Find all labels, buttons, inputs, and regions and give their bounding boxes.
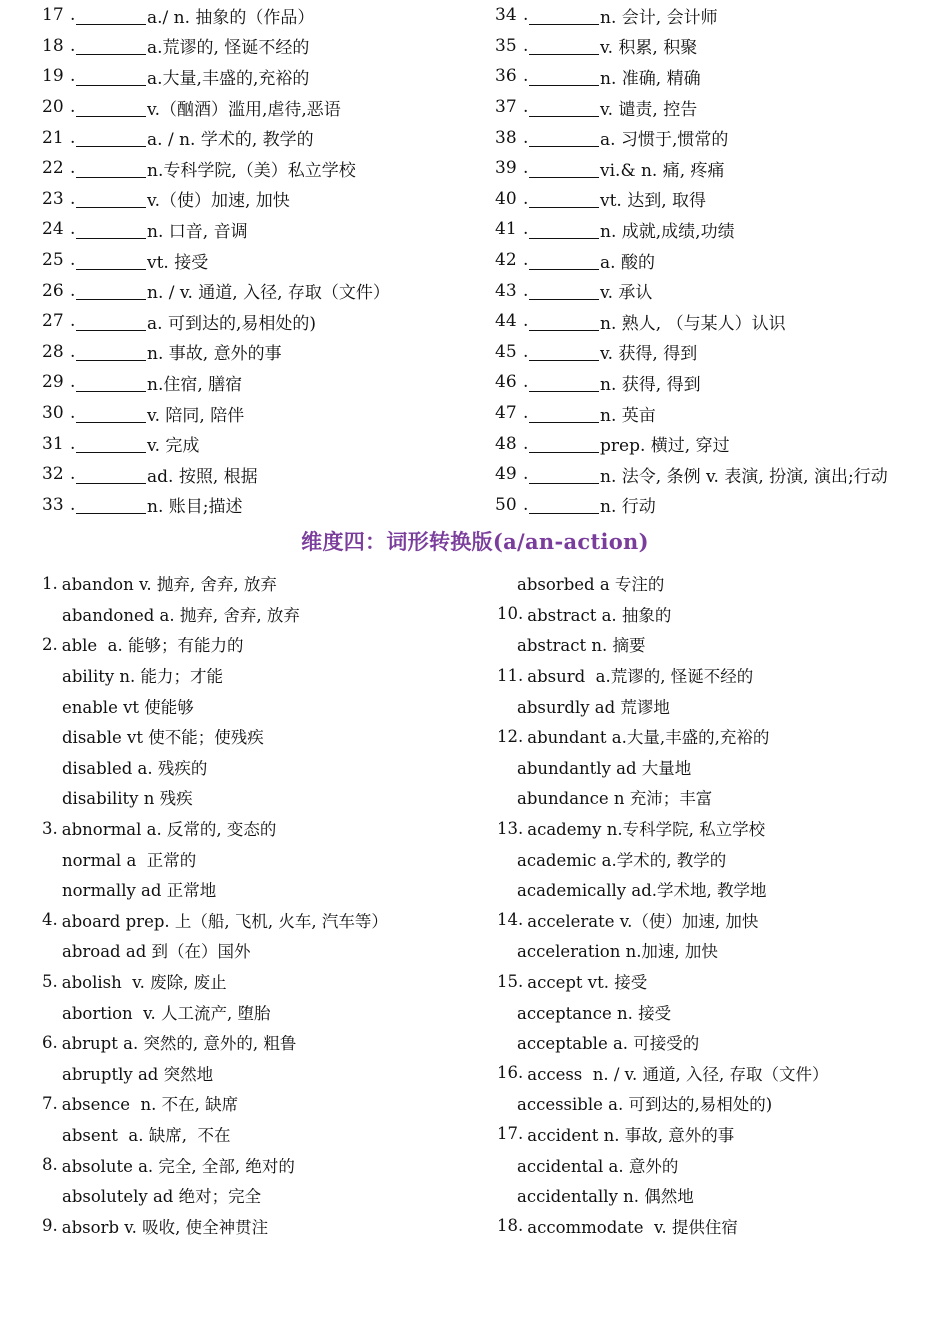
entry-text: disable vt 使不能；使残疾 <box>62 728 264 748</box>
fill-in-row <box>495 122 945 153</box>
word-family-entry <box>497 721 947 752</box>
word-family-entry <box>42 568 492 599</box>
definition: n. 会计, 会计师 <box>600 7 718 28</box>
word-family-entry <box>42 1058 492 1089</box>
item-number: 26 <box>42 280 64 301</box>
entry-text: absurd a.荒谬的, 怪诞不经的 <box>527 667 754 687</box>
definition: n. 英亩 <box>600 405 656 426</box>
word-family-entry <box>497 935 947 966</box>
item-number: 20 <box>42 97 64 118</box>
item-number: 17 <box>42 5 64 26</box>
answer-blank[interactable] <box>76 495 146 514</box>
word-family-column-left <box>42 568 492 1241</box>
item-number: 22 <box>42 158 64 179</box>
entry-number: 6. <box>42 1032 58 1052</box>
word-family-entry <box>497 1119 947 1150</box>
answer-blank[interactable] <box>76 465 146 484</box>
entry-text: accommodate v. 提供住宿 <box>527 1217 738 1237</box>
word-family-entry <box>42 905 492 936</box>
number-dot: . <box>70 66 76 87</box>
fill-in-row <box>495 398 945 429</box>
word-family-entry <box>42 1088 492 1119</box>
fill-in-row <box>42 214 482 245</box>
word-family-entry <box>42 599 492 630</box>
item-number: 49 <box>495 464 517 485</box>
answer-blank[interactable] <box>529 251 599 270</box>
word-family-entry <box>42 1119 492 1150</box>
item-number: 38 <box>495 127 517 148</box>
item-number: 27 <box>42 311 64 332</box>
fill-in-row <box>42 367 482 398</box>
definition: a. 酸的 <box>600 252 655 273</box>
word-family-entry <box>42 843 492 874</box>
number-dot: . <box>70 188 76 209</box>
word-family-entry <box>42 1180 492 1211</box>
entry-text: absorbed a 专注的 <box>517 575 665 595</box>
answer-blank[interactable] <box>529 159 599 178</box>
word-family-entry <box>497 568 947 599</box>
word-family-entry <box>497 690 947 721</box>
fill-in-row <box>42 428 482 459</box>
entry-number: 13. <box>497 818 524 838</box>
item-number: 42 <box>495 250 517 271</box>
item-number: 50 <box>495 494 517 515</box>
definition: n. 获得, 得到 <box>600 374 701 395</box>
item-number: 24 <box>42 219 64 240</box>
definition: n. 行动 <box>600 497 656 518</box>
entry-text: absent a. 缺席, 不在 <box>62 1125 231 1145</box>
fill-in-row <box>42 0 482 31</box>
fill-in-column-left <box>42 0 482 520</box>
number-dot: . <box>70 158 76 179</box>
entry-text: abrupt a. 突然的, 意外的, 粗鲁 <box>61 1034 297 1054</box>
answer-blank[interactable] <box>76 128 146 147</box>
number-dot: . <box>70 250 76 271</box>
number-dot: . <box>70 433 76 454</box>
fill-in-row <box>495 184 945 215</box>
word-family-entry <box>42 966 492 997</box>
item-number: 47 <box>495 403 517 424</box>
definition: vi.& n. 痛, 疼痛 <box>600 160 725 181</box>
definition: a. / n. 学术的, 教学的 <box>147 130 314 151</box>
word-family-entry <box>497 782 947 813</box>
definition: ad. 按照, 根据 <box>147 466 258 487</box>
entry-text: accept vt. 接受 <box>527 973 648 993</box>
entry-text: abundant a.大量,丰盛的,充裕的 <box>527 728 770 748</box>
number-dot: . <box>523 127 529 148</box>
entry-number: 4. <box>42 910 58 930</box>
word-family-entry <box>497 1088 947 1119</box>
definition: v. 谴责, 控告 <box>600 99 698 120</box>
entry-text: acceleration n.加速, 加快 <box>517 942 718 962</box>
number-dot: . <box>523 188 529 209</box>
answer-blank[interactable] <box>76 36 146 55</box>
word-family-entry <box>497 813 947 844</box>
number-dot: . <box>523 250 529 271</box>
entry-text: absurdly ad 荒谬地 <box>517 697 670 717</box>
section-title: 维度四：词形转换版(a/an-action) <box>301 529 649 554</box>
entry-number: 1. <box>42 573 58 593</box>
fill-in-row <box>495 214 945 245</box>
definition: n. 熟人, （与某人）认识 <box>600 313 786 334</box>
definition: n. / v. 通道, 入径, 存取（文件） <box>147 283 390 304</box>
entry-text: access n. / v. 通道, 入径, 存取（文件） <box>527 1064 829 1084</box>
entry-text: acceptable a. 可接受的 <box>517 1034 700 1054</box>
word-family-entry <box>42 996 492 1027</box>
fill-in-row <box>42 459 482 490</box>
definition: v. 陪同, 陪伴 <box>147 405 245 426</box>
item-number: 19 <box>42 66 64 87</box>
fill-in-row <box>42 490 482 521</box>
item-number: 48 <box>495 433 517 454</box>
item-number: 32 <box>42 464 64 485</box>
number-dot: . <box>523 97 529 118</box>
entry-number: 10. <box>497 604 524 624</box>
definition: n. 事故, 意外的事 <box>147 344 282 365</box>
word-family-entry <box>497 996 947 1027</box>
word-family-column-right <box>497 568 947 1241</box>
entry-text: abundantly ad 大量地 <box>517 758 692 778</box>
definition: a. 可到达的,易相处的) <box>147 313 316 334</box>
number-dot: . <box>70 311 76 332</box>
answer-blank[interactable] <box>76 251 146 270</box>
item-number: 25 <box>42 250 64 271</box>
definition: n. 成就,成绩,功绩 <box>600 221 735 242</box>
definition: n. 账目;描述 <box>147 497 243 518</box>
item-number: 34 <box>495 5 517 26</box>
word-family-entry <box>42 813 492 844</box>
entry-text: academic a.学术的, 教学的 <box>517 850 727 870</box>
entry-text: academically ad.学术地, 教学地 <box>517 881 767 901</box>
definition: v. 完成 <box>147 436 200 457</box>
definition: n.住宿, 膳宿 <box>147 374 243 395</box>
item-number: 45 <box>495 341 517 362</box>
entry-number: 11. <box>497 665 524 685</box>
entry-number: 5. <box>42 971 58 991</box>
number-dot: . <box>523 372 529 393</box>
word-family-entry <box>42 1210 492 1241</box>
entry-text: normally ad 正常地 <box>62 881 217 901</box>
fill-in-row <box>42 122 482 153</box>
item-number: 31 <box>42 433 64 454</box>
fill-in-row <box>42 398 482 429</box>
definition: prep. 横过, 穿过 <box>600 436 730 457</box>
number-dot: . <box>70 464 76 485</box>
fill-in-row <box>42 337 482 368</box>
word-family-entry <box>42 690 492 721</box>
item-number: 23 <box>42 188 64 209</box>
answer-blank[interactable] <box>529 373 599 392</box>
fill-in-row <box>42 306 482 337</box>
fill-in-row <box>495 31 945 62</box>
fill-in-row <box>495 245 945 276</box>
item-number: 29 <box>42 372 64 393</box>
item-number: 46 <box>495 372 517 393</box>
word-family-entry <box>497 1027 947 1058</box>
definition: v. 获得, 得到 <box>600 344 698 365</box>
word-family-entry <box>497 874 947 905</box>
word-family-entry <box>497 1149 947 1180</box>
answer-blank[interactable] <box>529 67 599 86</box>
fill-in-row <box>495 275 945 306</box>
item-number: 35 <box>495 35 517 56</box>
item-number: 33 <box>42 494 64 515</box>
word-family-entry <box>42 629 492 660</box>
answer-blank[interactable] <box>529 189 599 208</box>
fill-in-row <box>495 306 945 337</box>
entry-text: enable vt 使能够 <box>62 697 194 717</box>
item-number: 18 <box>42 35 64 56</box>
number-dot: . <box>70 372 76 393</box>
entry-number: 18. <box>497 1216 524 1236</box>
entry-text: accident n. 事故, 意外的事 <box>527 1125 735 1145</box>
fill-in-row <box>495 459 945 490</box>
answer-blank[interactable] <box>529 220 599 239</box>
entry-text: abstract a. 抽象的 <box>527 605 672 625</box>
fill-in-row <box>495 153 945 184</box>
number-dot: . <box>523 158 529 179</box>
entry-number: 7. <box>42 1093 58 1113</box>
definition: n. 口音, 音调 <box>147 221 248 242</box>
answer-blank[interactable] <box>76 404 146 423</box>
fill-in-row <box>42 61 482 92</box>
definition: v. 积累, 积聚 <box>600 38 698 59</box>
fill-in-row <box>495 61 945 92</box>
item-number: 44 <box>495 311 517 332</box>
answer-blank[interactable] <box>529 6 599 25</box>
fill-in-column-right <box>495 0 945 520</box>
entry-number: 3. <box>42 818 58 838</box>
fill-in-row <box>42 31 482 62</box>
entry-text: able a. 能够；有能力的 <box>61 636 244 656</box>
number-dot: . <box>523 464 529 485</box>
number-dot: . <box>523 66 529 87</box>
answer-blank[interactable] <box>76 342 146 361</box>
word-family-entry <box>497 905 947 936</box>
item-number: 36 <box>495 66 517 87</box>
item-number: 40 <box>495 188 517 209</box>
number-dot: . <box>70 127 76 148</box>
word-family-entry <box>42 1027 492 1058</box>
entry-text: absolute a. 完全, 全部, 绝对的 <box>61 1156 295 1176</box>
number-dot: . <box>70 494 76 515</box>
word-family-entry <box>497 843 947 874</box>
answer-blank[interactable] <box>76 312 146 331</box>
word-family-entry <box>42 752 492 783</box>
entry-text: abroad ad 到（在）国外 <box>62 942 251 962</box>
item-number: 21 <box>42 127 64 148</box>
answer-blank[interactable] <box>76 98 146 117</box>
fill-in-row <box>42 153 482 184</box>
entry-number: 17. <box>497 1124 524 1144</box>
number-dot: . <box>70 280 76 301</box>
entry-text: acceptance n. 接受 <box>517 1003 672 1023</box>
fill-in-row <box>42 92 482 123</box>
word-family-entry <box>42 660 492 691</box>
definition: a.荒谬的, 怪诞不经的 <box>147 38 310 59</box>
entry-text: absolutely ad 绝对；完全 <box>62 1187 262 1207</box>
answer-blank[interactable] <box>529 98 599 117</box>
word-family-entry <box>497 1210 947 1241</box>
word-family-entry <box>42 874 492 905</box>
entry-text: academy n.专科学院, 私立学校 <box>527 820 766 840</box>
number-dot: . <box>70 5 76 26</box>
word-family-entry <box>42 721 492 752</box>
word-family-entry <box>42 1149 492 1180</box>
answer-blank[interactable] <box>529 495 599 514</box>
entry-text: normal a 正常的 <box>62 850 197 870</box>
definition: v.（使）加速, 加快 <box>147 191 290 212</box>
entry-text: abolish v. 废除, 废止 <box>61 973 227 993</box>
entry-text: accidental a. 意外的 <box>517 1156 679 1176</box>
number-dot: . <box>70 219 76 240</box>
answer-blank[interactable] <box>529 404 599 423</box>
entry-text: disabled a. 残疾的 <box>62 758 208 778</box>
number-dot: . <box>523 35 529 56</box>
definition: n.专科学院,（美）私立学校 <box>147 160 356 181</box>
entry-text: abortion v. 人工流产, 堕胎 <box>62 1003 271 1023</box>
fill-in-row <box>495 490 945 521</box>
answer-blank[interactable] <box>529 465 599 484</box>
entry-number: 12. <box>497 726 524 746</box>
definition: a.大量,丰盛的,充裕的 <box>147 68 310 89</box>
fill-in-row <box>495 337 945 368</box>
definition: v. 承认 <box>600 283 653 304</box>
answer-blank[interactable] <box>76 189 146 208</box>
item-number: 39 <box>495 158 517 179</box>
entry-text: ability n. 能力；才能 <box>62 667 224 687</box>
item-number: 30 <box>42 403 64 424</box>
answer-blank[interactable] <box>529 434 599 453</box>
entry-number: 2. <box>42 634 58 654</box>
answer-blank[interactable] <box>529 281 599 300</box>
entry-text: aboard prep. 上（船, 飞机, 火车, 汽车等） <box>61 911 388 931</box>
answer-blank[interactable] <box>76 434 146 453</box>
answer-blank[interactable] <box>76 220 146 239</box>
number-dot: . <box>523 219 529 240</box>
word-family-entry <box>497 599 947 630</box>
item-number: 37 <box>495 97 517 118</box>
fill-in-row <box>495 0 945 31</box>
entry-text: accessible a. 可到达的,易相处的) <box>517 1095 773 1115</box>
number-dot: . <box>523 280 529 301</box>
answer-blank[interactable] <box>76 67 146 86</box>
item-number: 28 <box>42 341 64 362</box>
fill-in-row <box>495 92 945 123</box>
entry-number: 15. <box>497 971 524 991</box>
answer-blank[interactable] <box>76 6 146 25</box>
definition: vt. 接受 <box>147 252 209 273</box>
answer-blank[interactable] <box>529 342 599 361</box>
answer-blank[interactable] <box>529 312 599 331</box>
number-dot: . <box>70 403 76 424</box>
entry-number: 8. <box>42 1155 58 1175</box>
definition: a. 习惯于,惯常的 <box>600 130 729 151</box>
word-family-entry <box>497 752 947 783</box>
number-dot: . <box>70 35 76 56</box>
word-family-entry <box>42 782 492 813</box>
answer-blank[interactable] <box>529 128 599 147</box>
entry-text: accidentally n. 偶然地 <box>517 1187 694 1207</box>
entry-text: accelerate v.（使）加速, 加快 <box>527 911 759 931</box>
definition: v.（酗酒）滥用,虐待,恶语 <box>147 99 341 120</box>
entry-number: 9. <box>42 1216 58 1236</box>
number-dot: . <box>70 341 76 362</box>
entry-text: absorb v. 吸收, 使全神贯注 <box>61 1217 269 1237</box>
entry-text: abundance n 充沛；丰富 <box>517 789 713 809</box>
entry-text: abstract n. 摘要 <box>517 636 646 656</box>
entry-number: 14. <box>497 910 524 930</box>
definition: n. 准确, 精确 <box>600 68 701 89</box>
fill-in-row <box>42 245 482 276</box>
item-number: 43 <box>495 280 517 301</box>
number-dot: . <box>523 403 529 424</box>
entry-text: abruptly ad 突然地 <box>62 1064 214 1084</box>
definition: vt. 达到, 取得 <box>600 191 707 212</box>
number-dot: . <box>523 494 529 515</box>
word-family-entry <box>497 1058 947 1089</box>
word-family-entry <box>42 935 492 966</box>
entry-number: 16. <box>497 1063 524 1083</box>
word-family-entry <box>497 660 947 691</box>
definition: n. 法令, 条例 v. 表演, 扮演, 演出;行动 <box>600 466 888 487</box>
answer-blank[interactable] <box>76 159 146 178</box>
number-dot: . <box>70 97 76 118</box>
entry-text: abandoned a. 抛弃, 舍弃, 放弃 <box>62 605 300 625</box>
fill-in-row <box>495 428 945 459</box>
answer-blank[interactable] <box>529 36 599 55</box>
fill-in-row <box>42 184 482 215</box>
entry-text: absence n. 不在, 缺席 <box>61 1095 239 1115</box>
number-dot: . <box>523 433 529 454</box>
definition: a./ n. 抽象的（作品） <box>147 7 315 28</box>
entry-text: abandon v. 抛弃, 舍弃, 放弃 <box>61 575 277 595</box>
answer-blank[interactable] <box>76 373 146 392</box>
entry-text: disability n 残疾 <box>62 789 193 809</box>
word-family-entry <box>497 966 947 997</box>
fill-in-row <box>495 367 945 398</box>
fill-in-row <box>42 275 482 306</box>
number-dot: . <box>523 5 529 26</box>
answer-blank[interactable] <box>76 281 146 300</box>
word-family-entry <box>497 629 947 660</box>
entry-text: abnormal a. 反常的, 变态的 <box>61 820 277 840</box>
item-number: 41 <box>495 219 517 240</box>
number-dot: . <box>523 311 529 332</box>
number-dot: . <box>523 341 529 362</box>
word-family-entry <box>497 1180 947 1211</box>
